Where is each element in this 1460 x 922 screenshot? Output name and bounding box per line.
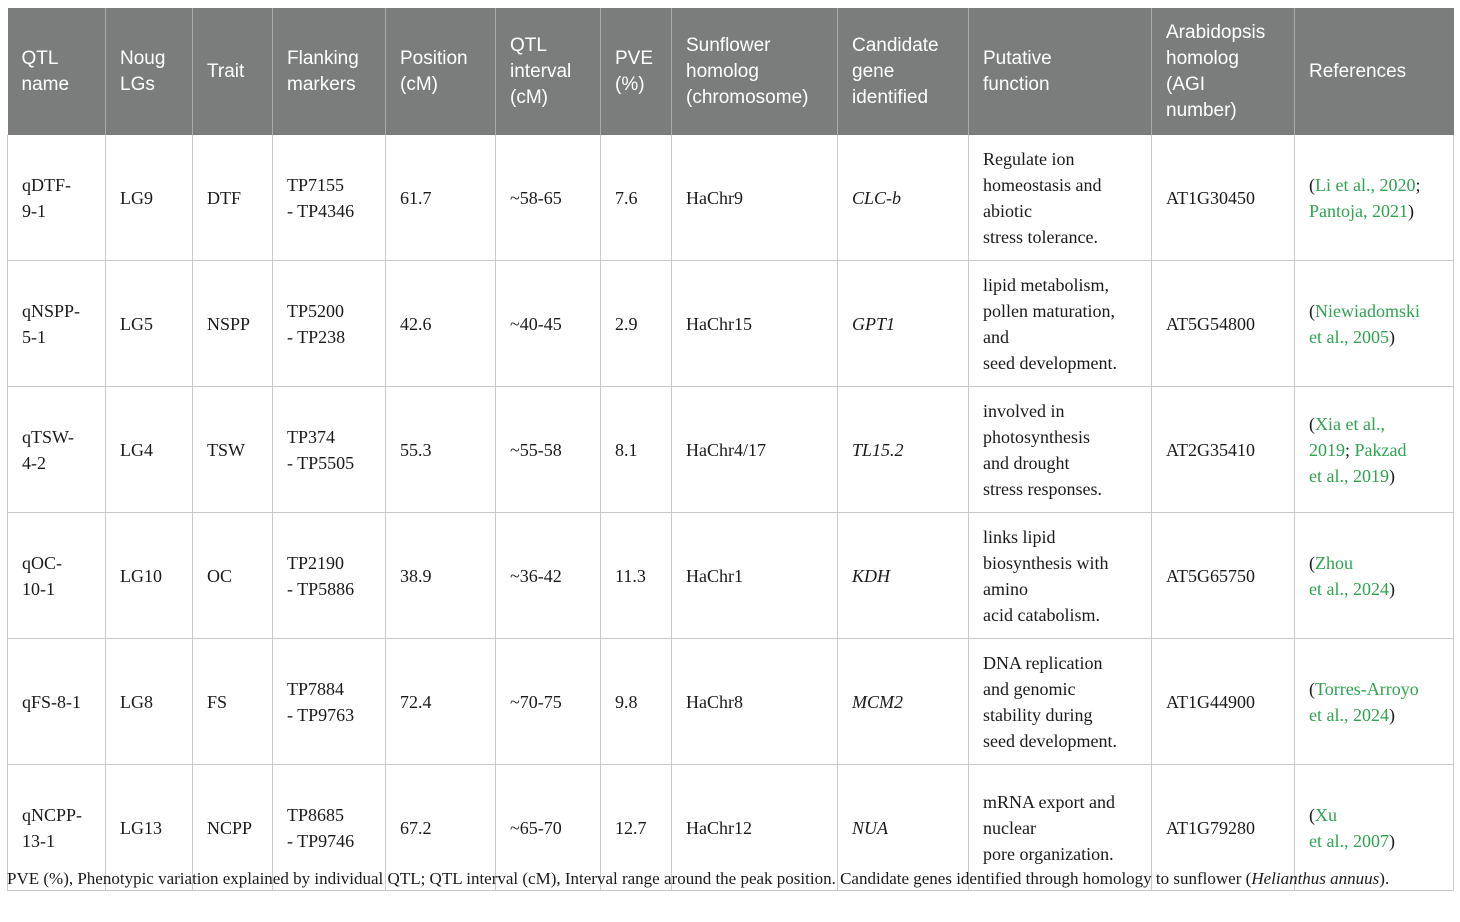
column-header: Arabidopsis homolog (AGI number): [1152, 8, 1295, 135]
qtl-interval-cell: ~65-70: [496, 765, 601, 891]
column-header: Position (cM): [386, 8, 496, 135]
putative-function-cell: Regulate ion homeostasis and abiotic stress tolerance.: [969, 135, 1152, 261]
putative-function-cell: lipid metabolism, pollen maturation, and seed development.: [969, 261, 1152, 387]
column-header: Sunflower homolog (chromosome): [672, 8, 838, 135]
linkage-group-cell: LG10: [106, 513, 193, 639]
table-row: [8, 387, 1454, 513]
column-header: Flanking markers: [273, 8, 386, 135]
reference-paren: ): [1388, 465, 1395, 486]
qtl-name-cell: qNCPP- 13-1: [8, 765, 106, 891]
reference-link[interactable]: Niewiadomski et al., 2005: [1309, 300, 1420, 347]
trait-cell: FS: [193, 639, 273, 765]
reference-paren: ): [1408, 200, 1414, 221]
qtl-interval-cell: ~55-58: [496, 387, 601, 513]
candidate-gene-cell: CLC-b: [838, 135, 969, 261]
table-row: [8, 639, 1454, 765]
position-cell: 42.6: [386, 261, 496, 387]
candidate-gene-cell: TL15.2: [838, 387, 969, 513]
reference-paren: ): [1388, 578, 1395, 599]
pve-cell: 8.1: [601, 387, 672, 513]
linkage-group-cell: LG4: [106, 387, 193, 513]
footnote-species: Helianthus annuus: [1251, 869, 1380, 888]
position-cell: 72.4: [386, 639, 496, 765]
column-header: Candidate gene identified: [838, 8, 969, 135]
reference-paren: (: [1309, 413, 1315, 434]
header-row: [8, 8, 1454, 135]
qtl-name-cell: qFS-8-1: [8, 639, 106, 765]
flanking-markers-cell: TP374 - TP5505: [273, 387, 386, 513]
reference-paren: (: [1309, 174, 1315, 195]
qtl-name-cell: qOC- 10-1: [8, 513, 106, 639]
putative-function-cell: DNA replication and genomic stability during seed development.: [969, 639, 1152, 765]
flanking-markers-cell: TP7884 - TP9763: [273, 639, 386, 765]
flanking-markers-cell: TP2190 - TP5886: [273, 513, 386, 639]
table-row: [8, 513, 1454, 639]
trait-cell: NCPP: [193, 765, 273, 891]
footnote-end: ).: [1379, 869, 1390, 888]
column-header: Noug LGs: [106, 8, 193, 135]
sunflower-homolog-cell: HaChr15: [672, 261, 838, 387]
reference-paren: ): [1388, 830, 1395, 851]
pve-cell: 2.9: [601, 261, 672, 387]
column-header: PVE (%): [601, 8, 672, 135]
arabidopsis-homolog-cell: AT5G65750: [1152, 513, 1295, 639]
sunflower-homolog-cell: HaChr4/17: [672, 387, 838, 513]
reference-paren: ): [1388, 326, 1395, 347]
putative-function-cell: links lipid biosynthesis with amino acid catabolism.: [969, 513, 1152, 639]
flanking-markers-cell: TP8685 - TP9746: [273, 765, 386, 891]
flanking-markers-cell: TP5200 - TP238: [273, 261, 386, 387]
pve-cell: 7.6: [601, 135, 672, 261]
footnote-text: PVE (%), Phenotypic variation explained by individual QTL; QTL interval (cM), Interval range around the peak position. Candidate genes identified through homology to sunflower (: [7, 869, 1252, 888]
reference-paren: (: [1309, 552, 1315, 573]
references-cell: [1295, 135, 1454, 261]
arabidopsis-homolog-cell: AT5G54800: [1152, 261, 1295, 387]
reference-link[interactable]: Torres-Arroyo et al., 2024: [1309, 678, 1419, 725]
column-header: QTL name: [8, 8, 106, 135]
linkage-group-cell: LG13: [106, 765, 193, 891]
table-footnote: [7, 866, 1453, 891]
candidate-gene-cell: GPT1: [838, 261, 969, 387]
reference-link[interactable]: Xia et al., 2019: [1309, 413, 1385, 460]
sunflower-homolog-cell: HaChr9: [672, 135, 838, 261]
pve-cell: 12.7: [601, 765, 672, 891]
linkage-group-cell: LG5: [106, 261, 193, 387]
sunflower-homolog-cell: HaChr12: [672, 765, 838, 891]
putative-function-cell: mRNA export and nuclear pore organization.: [969, 765, 1152, 891]
linkage-group-cell: LG9: [106, 135, 193, 261]
references-cell: [1295, 261, 1454, 387]
qtl-interval-cell: ~70-75: [496, 639, 601, 765]
reference-link[interactable]: Pantoja, 2021: [1309, 200, 1408, 221]
references-cell: [1295, 387, 1454, 513]
pve-cell: 11.3: [601, 513, 672, 639]
reference-paren: (: [1309, 300, 1315, 321]
linkage-group-cell: LG8: [106, 639, 193, 765]
sunflower-homolog-cell: HaChr1: [672, 513, 838, 639]
references-cell: [1295, 639, 1454, 765]
arabidopsis-homolog-cell: AT1G44900: [1152, 639, 1295, 765]
candidate-gene-cell: KDH: [838, 513, 969, 639]
candidate-gene-cell: NUA: [838, 765, 969, 891]
reference-paren: ): [1388, 704, 1395, 725]
position-cell: 38.9: [386, 513, 496, 639]
putative-function-cell: involved in photosynthesis and drought stress responses.: [969, 387, 1152, 513]
candidate-gene-cell: MCM2: [838, 639, 969, 765]
qtl-name-cell: qDTF- 9-1: [8, 135, 106, 261]
flanking-markers-cell: TP7155 - TP4346: [273, 135, 386, 261]
arabidopsis-homolog-cell: AT1G30450: [1152, 135, 1295, 261]
reference-link[interactable]: Li et al., 2020: [1315, 174, 1416, 195]
reference-link[interactable]: Xu et al., 2007: [1309, 804, 1389, 851]
pve-cell: 9.8: [601, 639, 672, 765]
reference-separator: ;: [1345, 439, 1355, 460]
position-cell: 55.3: [386, 387, 496, 513]
column-header: Putative function: [969, 8, 1152, 135]
reference-paren: (: [1309, 804, 1315, 825]
qtl-interval-cell: ~36-42: [496, 513, 601, 639]
reference-link[interactable]: Pakzad et al., 2019: [1309, 439, 1407, 486]
table-row: [8, 135, 1454, 261]
qtl-interval-cell: ~58-65: [496, 135, 601, 261]
qtl-name-cell: qNSPP- 5-1: [8, 261, 106, 387]
position-cell: 67.2: [386, 765, 496, 891]
trait-cell: OC: [193, 513, 273, 639]
trait-cell: DTF: [193, 135, 273, 261]
table-header: [8, 8, 1454, 135]
trait-cell: NSPP: [193, 261, 273, 387]
table-row: [8, 261, 1454, 387]
column-header: QTL interval (cM): [496, 8, 601, 135]
qtl-table: [7, 8, 1454, 891]
reference-paren: (: [1309, 678, 1315, 699]
sunflower-homolog-cell: HaChr8: [672, 639, 838, 765]
column-header: References: [1295, 8, 1454, 135]
arabidopsis-homolog-cell: AT1G79280: [1152, 765, 1295, 891]
trait-cell: TSW: [193, 387, 273, 513]
qtl-interval-cell: ~40-45: [496, 261, 601, 387]
reference-separator: ;: [1415, 174, 1421, 195]
position-cell: 61.7: [386, 135, 496, 261]
table-body: [8, 135, 1454, 891]
reference-link[interactable]: Zhou et al., 2024: [1309, 552, 1389, 599]
column-header: Trait: [193, 8, 273, 135]
references-cell: [1295, 513, 1454, 639]
qtl-name-cell: qTSW- 4-2: [8, 387, 106, 513]
arabidopsis-homolog-cell: AT2G35410: [1152, 387, 1295, 513]
